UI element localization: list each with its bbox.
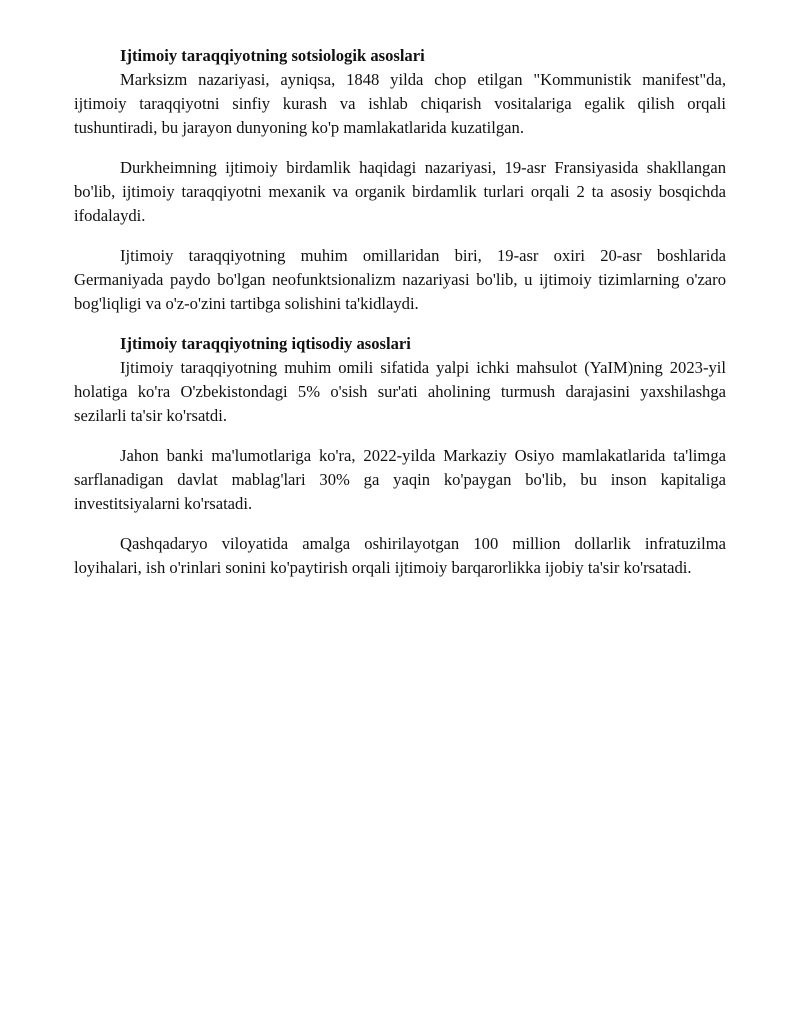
paragraph-neofunctionalism: Ijtimoiy taraqqiyotning muhim omillaridan biri, 19-asr oxiri 20-asr boshlarida Germaniyada paydo bo'lgan neofunktsionalizm nazariyasi bo'lib, u ijtimoiy tizimlarning o'zaro bog'liqligi va o'z-o'zini tartibga solishini ta'kidlaydi. [74,246,726,313]
paragraph-world-bank: Jahon banki ma'lumotlariga ko'ra, 2022-yilda Markaziy Osiyo mamlakatlarida ta'limga sarflanadigan davlat mablag'lari 30% ga yaqin ko'paygan bo'lib, bu inson kapitaliga investitsiyalarni ko'rsatadi. [74,446,726,513]
section-heading-economic: Ijtimoiy taraqqiyotning iqtisodiy asoslari [120,334,411,353]
section-heading-sociological: Ijtimoiy taraqqiyotning sotsiologik asoslari [120,46,425,65]
paragraph-kashkadarya: Qashqadaryo viloyatida amalga oshirilayotgan 100 million dollarlik infratuzilma loyihalari, ish o'rinlari sonini ko'paytirish orqali ijtimoiy barqarorlikka ijobiy ta'sir ko'rsatadi. [74,534,726,577]
document-body [74,44,726,580]
paragraph-marxism: Marksizm nazariyasi, ayniqsa, 1848 yilda chop etilgan "Kommunistik manifest"da, ijtimoiy taraqqiyotni sinfiy kurash va ishlab chiqarish vositalariga egalik qilish orqali tushuntiradi, bu jarayon dunyoning ko'p mamlakatlarida kuzatilgan. [74,70,726,137]
paragraph-durkheim: Durkheimning ijtimoiy birdamlik haqidagi nazariyasi, 19-asr Fransiyasida shakllangan bo'lib, ijtimoiy taraqqiyotni mexanik va organik birdamlik turlari orqali 2 ta asosiy bosqichda ifodalaydi. [74,158,726,225]
paragraph-gdp: Ijtimoiy taraqqiyotning muhim omili sifatida yalpi ichki mahsulot (YaIM)ning 2023-yil holatiga ko'ra O'zbekistondagi 5% o'sish sur'ati aholining turmush darajasini yaxshilashga sezilarli ta'sir ko'rsatdi. [74,358,726,425]
